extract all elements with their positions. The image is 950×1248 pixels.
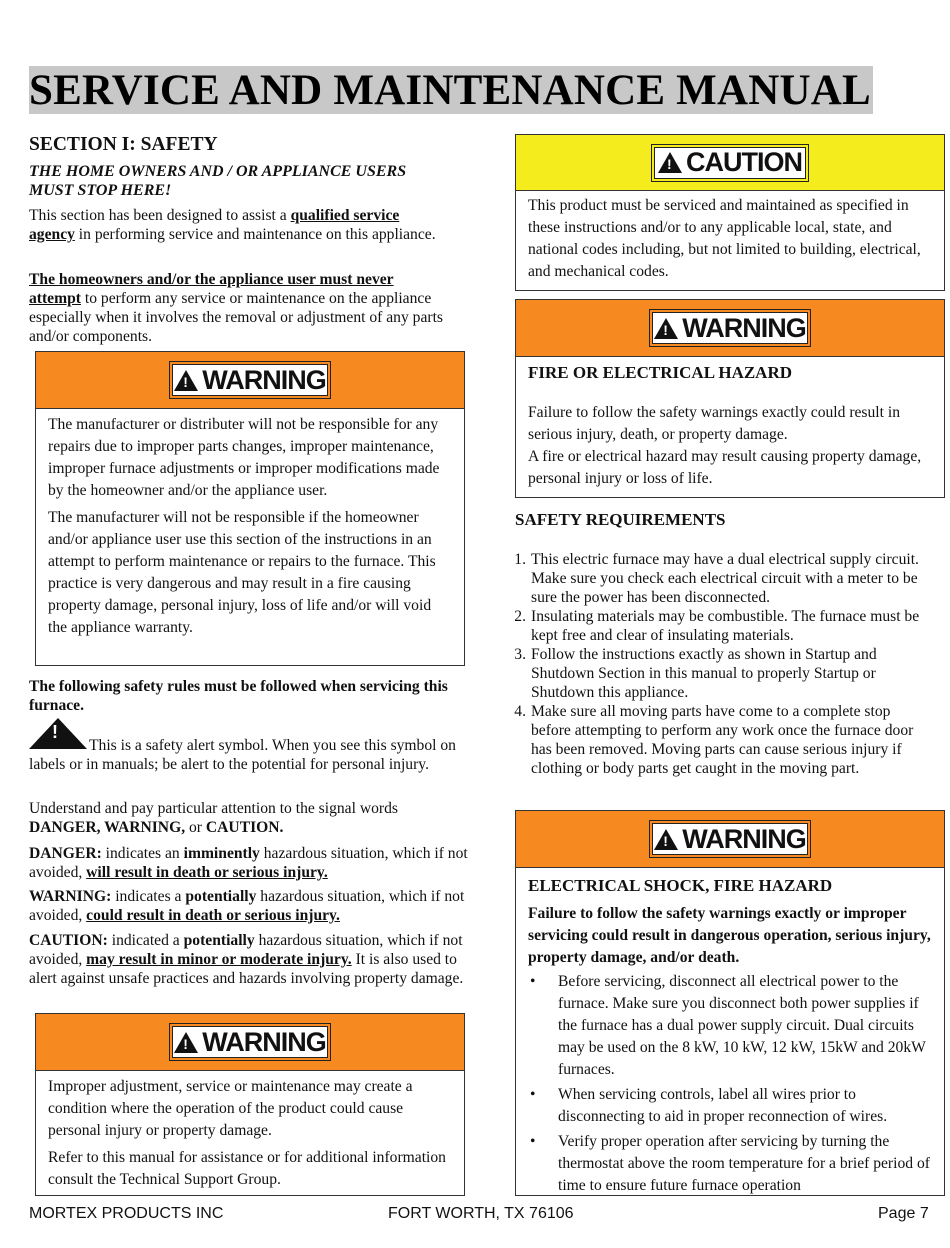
- warning-term: WARNING:: [29, 888, 112, 905]
- alert-exclamation-icon: !: [52, 722, 58, 742]
- section-heading: SECTION I: SAFETY: [29, 134, 218, 155]
- danger-consequence: will result in death or serious injury.: [86, 864, 328, 881]
- requirement-number: 1.: [514, 551, 526, 568]
- warning-box-electrical-shock: [515, 810, 945, 1196]
- warning-body: [516, 868, 944, 1197]
- warning-label-text: WARNING: [202, 364, 326, 395]
- requirement-number: 3.: [514, 646, 526, 663]
- warning-triangle-icon: [654, 829, 678, 850]
- warning-definition: [29, 887, 474, 925]
- warning-label-text: WARNING: [202, 1026, 326, 1057]
- homeowner-text: to perform any service or maintenance on the appliance especially when it involves the removal or adjustment of any parts and/or components.: [29, 290, 443, 345]
- warning-band: [516, 811, 944, 868]
- intro-paragraph: [29, 206, 449, 244]
- warning-label: [652, 312, 808, 344]
- requirement-number: 4.: [514, 703, 526, 720]
- warning-paragraph: The manufacturer will not be responsible if the homeowner and/or appliance user use this section of the instructions in an attempt to perform maintenance or repairs to the furnace. This practice is very dangerous and may result in a fire causing property damage, personal injury, loss of life and/or will void the appliance warranty.: [48, 509, 436, 636]
- alert-symbol-paragraph: This is a safety alert symbol. When you see this symbol on labels or in manuals; be alert to the potential for personal injury.: [29, 737, 456, 773]
- warning-band: [36, 1014, 464, 1071]
- rules-heading: The following safety rules must be followed when servicing this furnace.: [29, 678, 448, 714]
- warning-band: [36, 352, 464, 409]
- requirement-item: [508, 645, 928, 702]
- page-title: SERVICE AND MAINTENANCE MANUAL: [29, 67, 871, 114]
- warning-bullet-item: • Before servicing, disconnect all electrical power to the furnace. Make sure you disconnect both power supplies if the furnace has a dual power supply circuit. Dual circuits may be used on the 8 kW, 10 kW, 12 kW, 15kW and 20kW furnaces.: [528, 971, 932, 1081]
- signal-caution: CAUTION.: [205, 819, 284, 836]
- warning-label-text: WARNING: [682, 823, 806, 854]
- signal-intro: Understand and pay particular attention to the signal words: [29, 800, 398, 817]
- qualified-agency-text: qualified service agency: [29, 207, 400, 243]
- warning-emphasis: potentially: [185, 888, 257, 905]
- requirement-text: Make sure all moving parts have come to a complete stop before attempting to perform any work once the furnace door has been removed. Moving parts can cause serious injury if clothing or body parts get caught in the moving part.: [531, 703, 914, 777]
- warning-bullet-item: • When servicing controls, label all wires prior to disconnecting to aid in proper reconnection of wires.: [528, 1084, 932, 1128]
- caution-emphasis: potentially: [183, 932, 255, 949]
- caution-body: [516, 191, 944, 283]
- warning-bullet-list: [528, 971, 932, 1197]
- warning-text: indicates a: [111, 888, 186, 905]
- warning-box-fire-hazard: [515, 299, 945, 498]
- caution-text: indicated a: [107, 932, 184, 949]
- safety-requirements-heading: SAFETY REQUIREMENTS: [515, 510, 726, 529]
- warning-body: [36, 1071, 464, 1191]
- caution-text: hazardous situation, which if not avoided,: [29, 932, 463, 968]
- warning-consequence: could result in death or serious injury.: [86, 907, 340, 924]
- signal-words-paragraph: [29, 799, 469, 837]
- requirement-item: [508, 607, 928, 645]
- stop-here-notice: THE HOME OWNERS AND / OR APPLIANCE USERS MUST STOP HERE!: [29, 163, 407, 199]
- warning-label: [172, 1026, 328, 1058]
- danger-term: DANGER:: [29, 845, 102, 862]
- requirement-text: Follow the instructions exactly as shown in Startup and Shutdown Section in this manual to properly Startup or Shutdown this appliance.: [531, 646, 877, 701]
- requirement-item: [508, 702, 928, 778]
- danger-text: hazardous situation, which if not avoided,: [29, 845, 468, 881]
- never-attempt-text: The homeowners and/or the appliance user must never attempt: [29, 271, 394, 307]
- requirement-text: This electric furnace may have a dual electrical supply circuit. Make sure you check each electrical circuit with a meter to be sure the power has been disconnected.: [531, 551, 919, 606]
- warning-triangle-icon: [174, 370, 198, 391]
- homeowner-warning-paragraph: [29, 270, 449, 346]
- warning-text: hazardous situation, which if not avoided,: [29, 888, 465, 924]
- warning-box-improper-adjustment: [35, 1013, 465, 1196]
- warning-paragraph: Refer to this manual for assistance or for additional information consult the Technical Support Group.: [48, 1149, 446, 1188]
- footer-company: MORTEX PRODUCTS INC: [29, 1205, 224, 1222]
- danger-definition: [29, 844, 469, 882]
- danger-text: indicates an: [101, 845, 184, 862]
- safety-requirements-list: [508, 550, 928, 778]
- caution-triangle-icon: [658, 152, 682, 173]
- caution-paragraph: This product must be serviced and maintained as specified in these instructions and/or to any applicable local, state, and national codes including, but not limited to building, electrical, and mechanical codes.: [528, 197, 921, 280]
- requirement-item: [508, 550, 928, 607]
- warning-paragraph: Improper adjustment, service or maintenance may create a condition where the operation of the product could cause personal injury or property damage.: [48, 1078, 413, 1139]
- signal-or: or: [185, 819, 206, 836]
- warning-label-text: WARNING: [682, 312, 806, 343]
- warning-label: [172, 364, 328, 396]
- warning-body: [516, 357, 944, 490]
- caution-definition: [29, 931, 474, 988]
- footer-location: FORT WORTH, TX 76106: [388, 1205, 574, 1222]
- warning-box-liability: [35, 351, 465, 666]
- caution-label: [654, 147, 806, 179]
- warning-band: [516, 300, 944, 357]
- warning-paragraph: Failure to follow the safety warnings exactly could result in serious injury, death, or property damage.: [528, 404, 900, 443]
- intro-text-end: in performing service and maintenance on this appliance.: [74, 226, 436, 243]
- requirement-number: 2.: [514, 608, 526, 625]
- caution-text: It is also used to alert against unsafe practices and hazards involving property damage.: [29, 951, 464, 987]
- requirement-text: Insulating materials may be combustible. The furnace must be kept free and clear of insulating materials.: [531, 608, 920, 644]
- warning-bold-paragraph: Failure to follow the safety warnings exactly or improper servicing could result in dangerous operation, serious injury, property damage, and/or death.: [528, 905, 931, 966]
- caution-band: [516, 135, 944, 191]
- caution-consequence: may result in minor or moderate injury.: [86, 951, 352, 968]
- warning-paragraph: A fire or electrical hazard may result causing property damage, personal injury or loss of life.: [528, 448, 922, 487]
- caution-box: [515, 134, 945, 291]
- footer-page-number: Page 7: [878, 1205, 929, 1222]
- caution-label-text: CAUTION: [686, 147, 802, 177]
- warning-bullet-item: • Verify proper operation after servicing by turning the thermostat above the room temperature for a brief period of time to ensure future furnace operation: [528, 1131, 932, 1197]
- intro-text: This section has been designed to assist a: [29, 207, 291, 224]
- signal-words: DANGER, WARNING,: [29, 819, 186, 836]
- danger-emphasis: imminently: [183, 845, 260, 862]
- caution-term: CAUTION:: [29, 932, 108, 949]
- warning-triangle-icon: [174, 1032, 198, 1053]
- warning-label: [652, 823, 808, 855]
- hazard-heading: ELECTRICAL SHOCK, FIRE HAZARD: [528, 876, 833, 895]
- warning-body: [36, 409, 464, 639]
- hazard-heading: FIRE OR ELECTRICAL HAZARD: [528, 363, 793, 382]
- warning-triangle-icon: [654, 318, 678, 339]
- warning-paragraph: The manufacturer or distributer will not be responsible for any repairs due to improper parts changes, improper maintenance, improper furnace adjustments or improper modifications made by the homeowner and/or the appliance user.: [48, 416, 440, 499]
